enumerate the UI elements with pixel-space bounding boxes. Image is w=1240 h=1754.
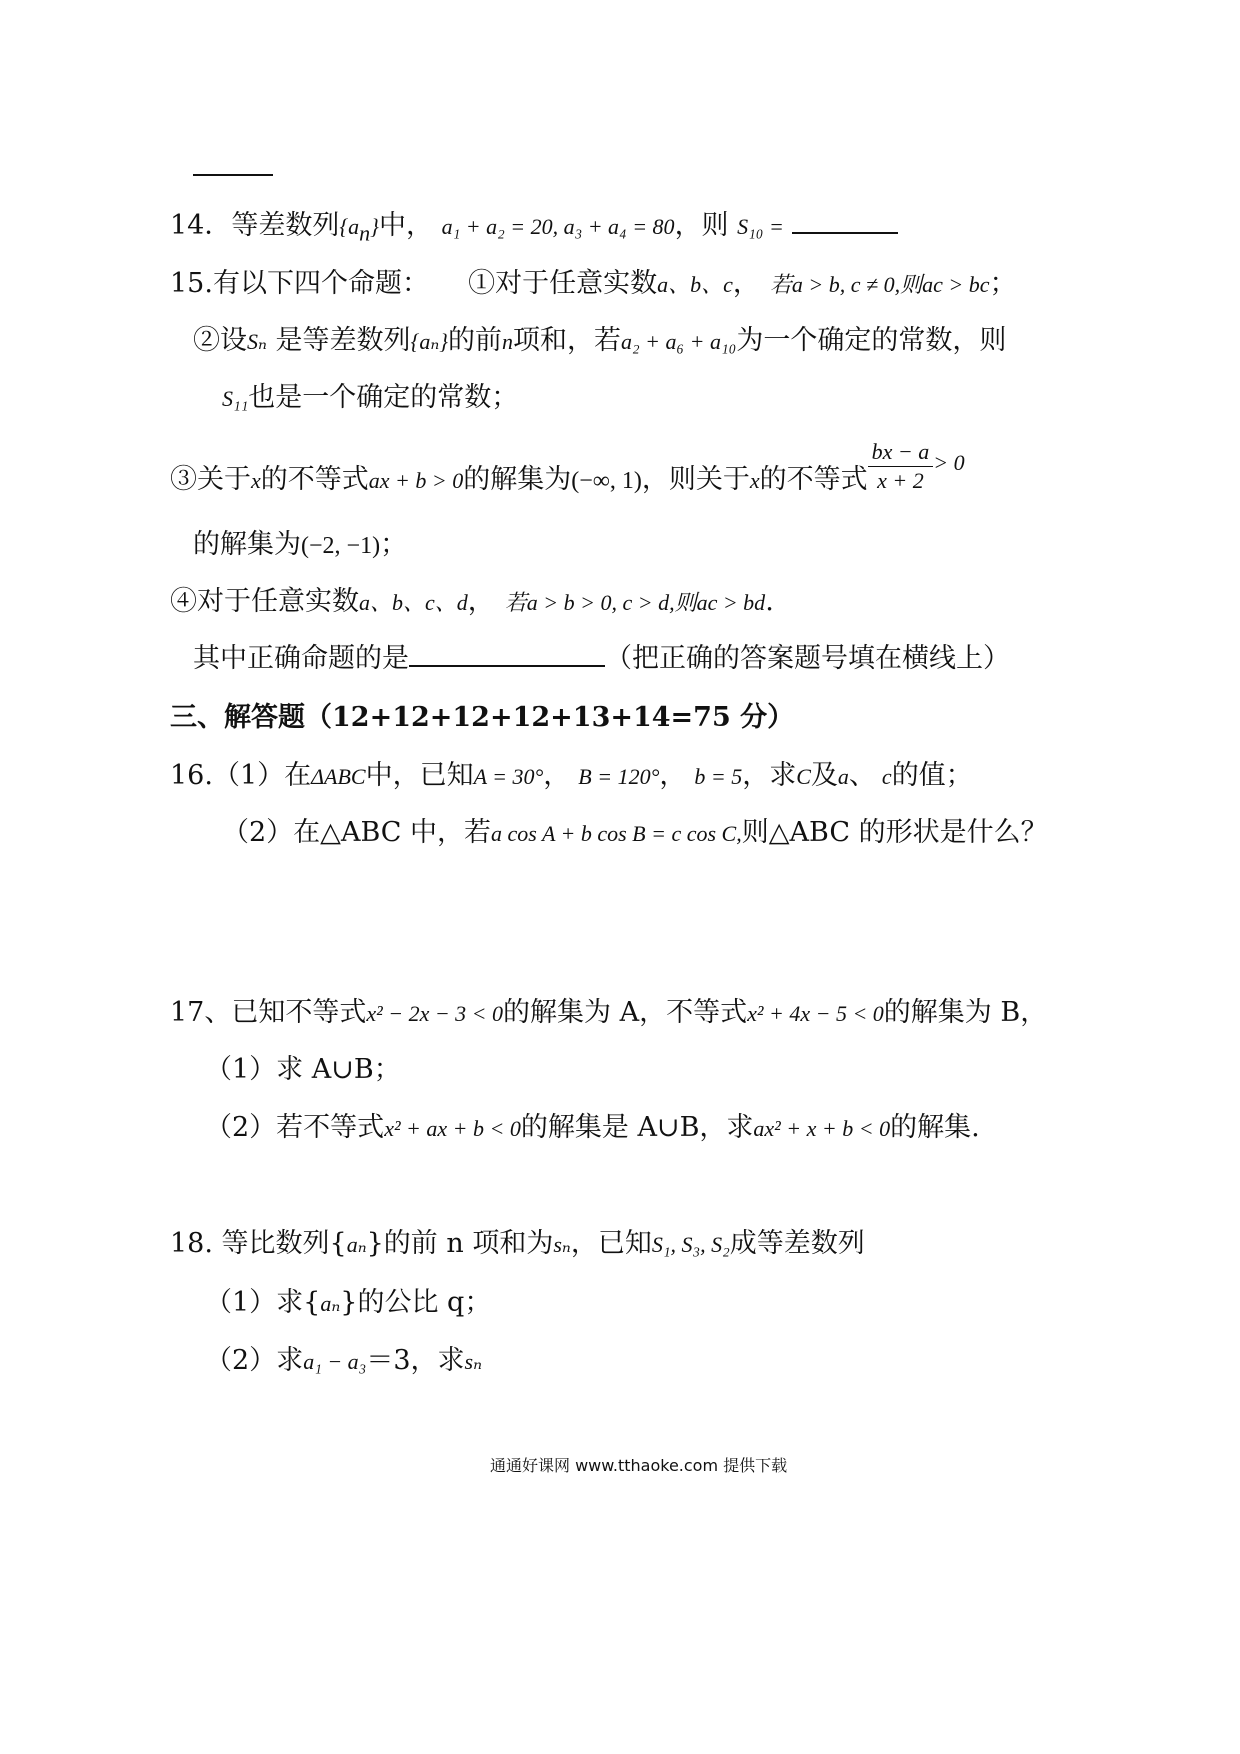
question-18-part-2: （2）求a₁ − a₃＝3，求sₙ bbox=[205, 1345, 483, 1376]
page-footer: 通通好课网 www.tthaoke.com 提供下载 bbox=[490, 1456, 788, 1475]
q14-target: S₁₀ = bbox=[737, 214, 784, 239]
question-17-part-2: （2）若不等式x² + ax + b < 0的解集是 A∪B，求ax² + x + b < 0的解集. bbox=[205, 1112, 980, 1143]
question-16-part-2: （2）在△ABC 中，若a cos A + b cos B = c cos C,则△ABC 的形状是什么？ bbox=[222, 817, 1048, 848]
question-17: 17、已知不等式x² − 2x − 3 < 0的解集为 A，不等式x² + 4x − 5 < 0的解集为 B， bbox=[170, 997, 1048, 1028]
q15-answer-line: 其中正确命题的是 （把正确的答案题号填在横线上） bbox=[193, 643, 1010, 674]
q14-condition: a₁ + a₂ = 20, a₃ + a₄ = 80 bbox=[441, 214, 675, 239]
question-14: 14．等差数列$\{a_n\}$中， a₁ + a₂ = 20, a₃ + a₄ = 80，则 S₁₀ = bbox=[170, 208, 898, 251]
question-18-part-1: （1）求{aₙ}的公比 q； bbox=[205, 1287, 492, 1318]
q15-proposition-4: ④对于任意实数a、b、c、d， 若a > b > 0, c > d,则ac > bd. bbox=[170, 586, 774, 617]
section-3-title: 三、解答题（12+12+12+12+13+14=75 分） bbox=[170, 702, 795, 733]
q15-proposition-2: ②设Sₙ 是等差数列{aₙ}的前n项和，若a₂ + a₆ + a₁₀为一个确定的常数，则 bbox=[193, 325, 1007, 356]
q15-proposition-3-continued: 的解集为(−2, −1)； bbox=[193, 529, 408, 560]
q15-proposition-2-continued: S₁₁也是一个确定的常数； bbox=[222, 382, 519, 413]
q15-proposition-3: ③关于x的不等式ax + b > 0的解集为(−∞, 1)，则关于x的不等式 $\frac{bx - a}{x + 2}$ $^{> 0}$ bbox=[170, 439, 965, 495]
q15-fraction: $\frac{bx - a}{x + 2}$ bbox=[868, 438, 934, 495]
question-15 bbox=[170, 266, 1016, 303]
q15-answer-blank bbox=[409, 661, 605, 667]
q14-answer-blank bbox=[792, 228, 898, 234]
question-17-part-1: （1）求 A∪B； bbox=[205, 1054, 401, 1085]
question-18: 18. 等比数列{aₙ}的前 n 项和为sₙ，已知S₁, S₃, S₂成等差数列 bbox=[170, 1228, 865, 1259]
top-answer-blank bbox=[193, 150, 273, 186]
q14-label: 14．等差数列 bbox=[170, 210, 340, 241]
question-16-part-1: 16.（1）在ΔABC中，已知A = 30°， B = 120°， b = 5，求C及a、 c的值； bbox=[170, 760, 973, 791]
q15-proposition-1: ①对于任意实数a、b、c， 若a > b, c ≠ 0,则ac > bc； bbox=[468, 268, 1017, 299]
q15-label: 15.有以下四个命题： bbox=[170, 268, 429, 299]
